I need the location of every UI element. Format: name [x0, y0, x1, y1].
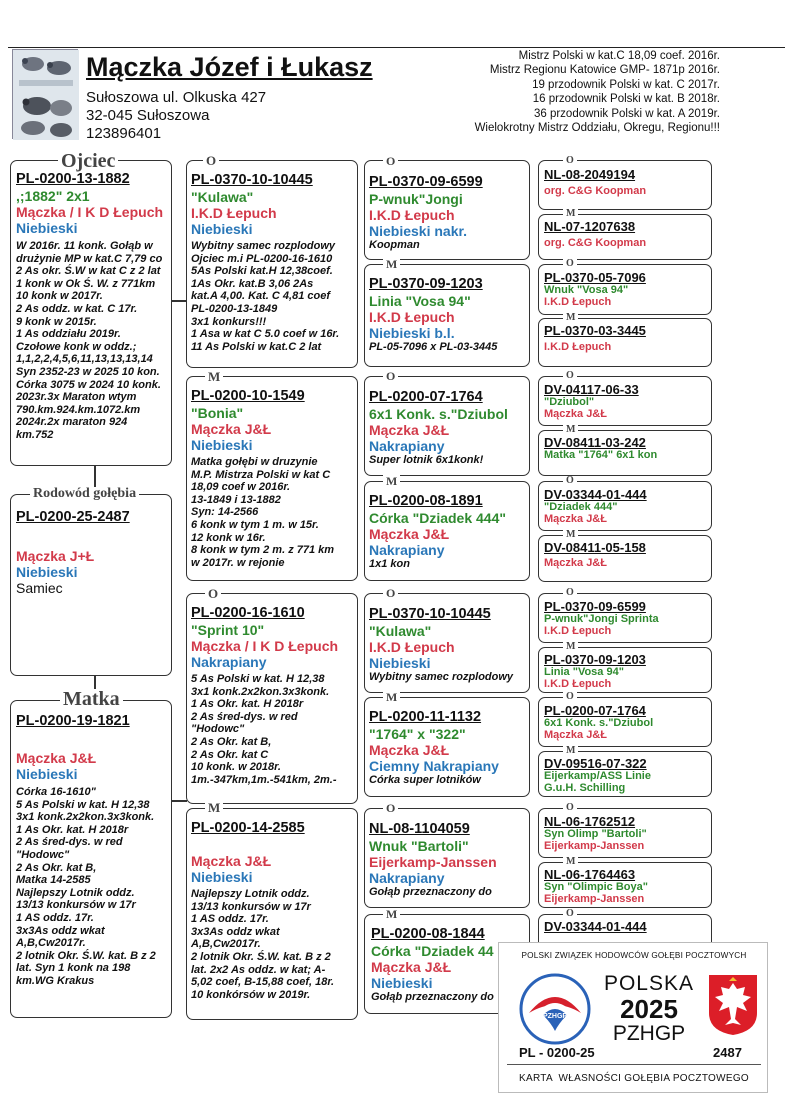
polish-eagle-icon	[707, 973, 759, 1037]
ring-number: PL-0370-05-7096	[544, 270, 646, 285]
mf-card[interactable]	[186, 593, 358, 804]
pzhgp-logo-icon	[519, 973, 591, 1045]
ring-number: PL-0200-16-1610	[191, 605, 305, 621]
note: Gołąb przeznaczony do	[371, 991, 494, 1003]
breeder-phone: 123896401	[86, 125, 162, 142]
subject-card[interactable]	[10, 494, 172, 676]
mmf-card[interactable]	[364, 808, 530, 908]
breeder-street: Sułoszowa ul. Olkuska 427	[86, 89, 267, 106]
color: Niebieski	[191, 869, 253, 885]
owner: Eijerkamp-Janssen	[544, 839, 645, 852]
owner: Mączka J&Ł	[191, 853, 272, 869]
note: Wybitny samec rozplodowy	[369, 671, 514, 683]
note: Córka super lotników	[369, 774, 481, 786]
ring-number: DV-09516-07-322	[544, 756, 647, 771]
g5-label: O	[563, 803, 577, 813]
pigeon-line: Syn "Olimpic Boya"	[544, 881, 648, 893]
ring-number: DV-03344-01-444	[544, 487, 647, 502]
mother-label: Matka	[60, 689, 123, 709]
pigeon-line: P-wnuk"Jongi Sprinta	[544, 613, 659, 625]
fmf-label: O	[383, 370, 398, 382]
g5-label: O	[563, 588, 577, 598]
owner: I.K.D Łepuch	[369, 639, 455, 655]
ring-number: PL-0200-07-1764	[544, 703, 646, 718]
ring-number: NL-08-1104059	[369, 821, 470, 837]
ring-number: PL-0370-10-10445	[191, 172, 313, 188]
sex: Samiec	[16, 580, 63, 596]
details: Najlepszy Lotnik oddz. 13/13 konkursów w 17r 1 AS oddz. 17r. 3x3As oddz wkat A,B,Cw2017r. 2 lotnik Okr. Ś.W. kat. B z 2 lat. 2x2 As oddz. w kat; A- 5,02 coef, B-15,88 coef, 18r. 10 konkórsów w 2019r.	[191, 888, 335, 1001]
ring-number: NL-08-2049194	[544, 167, 636, 182]
g5-card[interactable]	[538, 808, 712, 858]
ring-number: DV-08411-03-242	[544, 435, 646, 450]
details: Wybitny samec rozplodowy Ojciec m.i PL-0200-16-1610 5As Polski kat.H 12,38coef. 1As Okr. kat.B 3,06 2As kat.A 4,00. Kat. C 4,81 coef PL-0200-13-1849 3x1 konkurs!!! 1 Asa w kat C 5.0 coef w 16r. 11 As Polski w kat.C 2 lat	[191, 240, 340, 353]
g5-card[interactable]	[538, 535, 712, 582]
details: W 2016r. 11 konk. Gołąb w drużynie MP w kat.C 7,79 co 2 As okr. Ś.W w kat C z 2 lat 1 konk w Ok Ś. W. z 771km 10 konk w 2017r. 2 As oddz. w kat. C 17r. 9 konk w 2015r. 1 As oddziału 2019r. Czołowe konk w oddz.; 1,1,2,2,4,5,6,11,13,13,13,14 Syn 2352-23 w 2025 10 kon. Córka 3075 w 2024 10 konk. 2023r.3x Maraton wtym 790.km.924.km.1072.km 2024r.2x maraton 924 km.752	[16, 240, 163, 441]
ring-number: DV-08411-05-158	[544, 540, 646, 555]
connector-line	[171, 300, 187, 302]
ring-number: PL-0370-09-6599	[369, 174, 483, 190]
g5-label: O	[563, 156, 577, 166]
ring-number: PL-0200-19-1821	[16, 713, 130, 729]
ring-number: PL-0370-09-1203	[369, 276, 483, 292]
ring-number: PL-0200-08-1891	[369, 493, 483, 509]
card-footer: KARTA WŁASNOŚCI GOŁĘBIA POCZTOWEGO	[519, 1073, 749, 1084]
fmm-label: M	[383, 475, 400, 487]
owner: Eijerkamp-Janssen	[369, 854, 497, 870]
color: Niebieski	[371, 975, 433, 991]
ring-number: PL-0200-14-2585	[191, 820, 305, 836]
pigeon-name: Wnuk "Bartoli"	[369, 838, 469, 854]
g5-card[interactable]	[538, 647, 712, 693]
card-year: 2025	[620, 994, 678, 1024]
g5-card[interactable]	[538, 264, 712, 315]
mmm-label: M	[383, 908, 400, 920]
ring-number: PL-0200-13-1882	[16, 171, 130, 187]
pigeon-name: Córka "Dziadek 44	[371, 943, 494, 959]
pigeon-line: Syn Olimp "Bartoli"	[544, 828, 647, 840]
owner: Mączka J&Ł	[369, 526, 450, 542]
pigeon-line: Linia "Vosa 94"	[544, 666, 624, 678]
owner: Mączka J&Ł	[191, 421, 272, 437]
color: Nakrapiany	[369, 542, 445, 558]
pigeon-line: "Dziadek 444"	[544, 501, 618, 513]
ring-number: NL-06-1762512	[544, 814, 636, 829]
owner: Mączka J&Ł	[544, 512, 607, 525]
pigeon-line: Wnuk "Vosa 94"	[544, 284, 629, 296]
color: Ciemny Nakrapiany	[369, 758, 499, 774]
mff-label: O	[383, 587, 398, 599]
g5-label: O	[563, 909, 577, 919]
ring-number: DV-04117-06-33	[544, 382, 639, 397]
pigeon-name: 6x1 Konk. s."Dziubol	[369, 406, 508, 422]
g5-label: M	[563, 425, 578, 435]
ring-number: PL-0370-09-6599	[544, 599, 646, 614]
achievement: 36 przodownik Polski w kat. A 2019r.	[533, 107, 720, 120]
pigeon-name: Córka "Dziadek 444"	[369, 510, 507, 526]
g5-label: M	[563, 746, 578, 756]
pigeon-name: P-wnuk"Jongi	[369, 191, 463, 207]
note: 1x1 kon	[369, 558, 410, 570]
breeder-city: 32-045 Sułoszowa	[86, 107, 210, 124]
ownership-card	[498, 942, 768, 1093]
breeder-name: Mączka Józef i Łukasz	[86, 52, 373, 82]
card-org: PZHGP	[612, 1022, 686, 1045]
achievement: 16 przodownik Polski w kat. B 2018r.	[532, 93, 720, 106]
mfm-label: M	[383, 691, 400, 703]
details: 5 As Polski w kat. H 12,38 3x1 konk.2x2kon.3x3konk. 1 As Okr. kat. H 2018r 2 As śred-dys. w red "Hodowc" 2 As Okr. kat B, 2 As Okr. kat C 10 konk. w 2018r. 1m.-347km,1m.-541km, 2m.-	[191, 673, 337, 786]
achievement: 19 przodownik Polski w kat. C 2017r.	[532, 78, 720, 91]
pigeon-line: 6x1 Konk. s."Dziubol	[544, 717, 654, 729]
ring-number: PL-0370-09-1203	[544, 652, 646, 667]
g5-card[interactable]	[538, 481, 712, 531]
owner: Mączka J&Ł	[544, 407, 607, 420]
owner: G.u.H. Schilling	[544, 781, 626, 794]
g5-card[interactable]	[538, 862, 712, 908]
father-label: Ojciec	[58, 151, 118, 171]
color: Nakrapiany	[191, 654, 267, 670]
fm-label: M	[205, 370, 223, 383]
ring-number: PL-0200-07-1764	[369, 389, 483, 405]
g5-card[interactable]	[538, 751, 712, 797]
g5-card[interactable]	[538, 214, 712, 260]
owner: Mączka J&Ł	[369, 742, 450, 758]
g5-card[interactable]	[538, 376, 712, 426]
details: Córka 16-1610" 5 As Polski w kat. H 12,38 3x1 konk.2x2kon.3x3konk. 1 As Okr. kat. H 2018r 2 As śred-dys. w red "Hodowc" 2 As Okr. kat B, Matka 14-2585 Najlepszy Lotnik oddz. 13/13 konkursów w 17r 1 AS oddz. 17r. 3x3As oddz wkat A,B,Cw2017r. 2 lotnik Okr. Ś.W. kat. B z 2 lat. Syn 1 konk na 198 km.WG Krakus	[16, 786, 156, 987]
owner: I.K.D Łepuch	[544, 295, 612, 308]
owner: Mączka J&Ł	[544, 728, 607, 741]
pigeon-name: "Sprint 10"	[191, 622, 265, 638]
g5-label: O	[563, 259, 577, 269]
breeder-photo	[12, 49, 78, 139]
fmf-card[interactable]	[364, 376, 530, 476]
card-country: POLSKA	[603, 972, 695, 995]
owner: Mączka J&Ł	[16, 750, 97, 766]
pigeon-line: Matka "1764" 6x1 kon	[544, 449, 658, 461]
ring-number: PL-0200-08-1844	[371, 926, 485, 942]
mmf-label: O	[383, 802, 398, 814]
mm-card[interactable]	[186, 808, 358, 1020]
owner: Mączka / I K D Łepuch	[191, 638, 339, 654]
ring-number: NL-07-1207638	[544, 219, 636, 234]
achievement: Wielokrotny Mistrz Oddziału, Okregu, Regionu!!!	[474, 122, 720, 135]
ring-number: PL-0370-10-10445	[369, 606, 491, 622]
ff-card[interactable]	[186, 160, 358, 368]
color: Niebieski	[16, 220, 78, 236]
owner: Mączka / I K D Łepuch	[16, 204, 164, 220]
ff-label: O	[203, 154, 219, 167]
owner: I.K.D Łepuch	[544, 341, 612, 353]
pigeon-name: Linia "Vosa 94"	[369, 293, 471, 309]
pigeon-name: "Kulawa"	[191, 189, 254, 205]
color: Nakrapiany	[369, 438, 445, 454]
owner: Eijerkamp-Janssen	[544, 892, 645, 905]
color: Niebieski b.l.	[369, 325, 455, 341]
g5-label: O	[563, 371, 577, 381]
g5-label: M	[563, 857, 578, 867]
pigeon-name: "Bonia"	[191, 405, 244, 421]
g5-card[interactable]	[538, 160, 712, 210]
pigeon-photo-icon	[13, 50, 79, 140]
owner: I.K.D Łepuch	[369, 309, 455, 325]
father-card[interactable]	[10, 160, 172, 466]
fff-card[interactable]	[364, 160, 530, 260]
ring-number: PL-0200-11-1132	[369, 709, 482, 725]
subject-label: Rodowód gołębia	[30, 487, 139, 501]
color: Niebieski	[191, 437, 253, 453]
pigeon-name: "Kulawa"	[369, 623, 432, 639]
owner: I.K.D Łepuch	[191, 205, 277, 221]
g5-card[interactable]	[538, 697, 712, 747]
logo-text: PZHGP	[542, 1013, 568, 1020]
ring-number: PL-0200-10-1549	[191, 388, 305, 404]
owner: org. C&G Koopman	[544, 185, 647, 197]
owner: I.K.D Łepuch	[544, 677, 612, 690]
mff-card[interactable]	[364, 593, 530, 693]
mm-label: M	[205, 801, 223, 814]
pigeon-line: "Dziubol"	[544, 396, 595, 408]
g5-label: O	[563, 692, 577, 702]
card-divider	[507, 1064, 761, 1065]
connector-line	[171, 800, 187, 802]
owner: Mączka J+Ł	[16, 548, 95, 564]
ring-number: DV-03344-01-444	[544, 919, 647, 934]
g5-label: M	[563, 313, 578, 323]
owner: Mączka J&Ł	[369, 422, 450, 438]
g5-label: O	[563, 476, 577, 486]
owner: Mączka J&Ł	[371, 959, 452, 975]
achievement: Mistrz Regionu Katowice GMP- 1871p 2016r.	[489, 64, 720, 77]
g5-card[interactable]	[538, 430, 712, 476]
owner: I.K.D Łepuch	[544, 624, 612, 637]
g5-label: M	[563, 209, 578, 219]
pigeon-name: ,;1882" 2x1	[16, 188, 90, 204]
fff-label: O	[383, 155, 398, 167]
details: Matka gołębi w druzynie M.P. Mistrza Polski w kat C 18,09 coef w 2016r. 13-1849 i 13-1882 Syn: 14-2566 6 konk w tym 1 m. w 15r. 12 konk w 16r. 8 konk w tym 2 m. z 771 km w 2017r. w rejonie	[191, 456, 335, 569]
header-rule	[8, 47, 785, 48]
color: Niebieski	[16, 564, 78, 580]
fm-card[interactable]	[186, 376, 358, 581]
g5-label: M	[563, 642, 578, 652]
g5-label: M	[563, 530, 578, 540]
mother-card[interactable]	[10, 700, 172, 1018]
ring-number: PL-0200-25-2487	[16, 509, 130, 525]
note: Koopman	[369, 239, 420, 251]
note: Gołąb przeznaczony do	[369, 886, 492, 898]
owner: Mączka J&Ł	[544, 557, 607, 569]
fmm-card[interactable]	[364, 481, 530, 581]
ffm-card[interactable]	[364, 264, 530, 367]
color: Niebieski	[191, 221, 253, 237]
color: Niebieski	[369, 655, 431, 671]
note: PL-05-7096 x PL-03-3445	[369, 341, 498, 353]
card-ring-right: 2487	[713, 1045, 742, 1060]
ffm-label: M	[383, 258, 400, 270]
pigeon-line: Eijerkamp/ASS Linie	[544, 770, 651, 782]
card-ring-left: PL - 0200-25	[519, 1045, 595, 1060]
color: Niebieski	[16, 766, 78, 782]
owner: I.K.D Łepuch	[369, 207, 455, 223]
achievement: Mistrz Polski w kat.C 18,09 coef. 2016r.	[518, 50, 720, 62]
color: Niebieski nakr.	[369, 223, 468, 239]
note: Super lotnik 6x1konk!	[369, 454, 484, 466]
ring-number: PL-0370-03-3445	[544, 323, 646, 338]
achievements	[475, 49, 720, 135]
pigeon-name: "1764" x "322"	[369, 726, 466, 742]
mf-label: O	[205, 587, 221, 600]
ring-number: NL-06-1764463	[544, 867, 636, 882]
union-name: POLSKI ZWIĄZEK HODOWCÓW GOŁĘBI POCZTOWYCH	[521, 951, 747, 960]
g5-card[interactable]	[538, 593, 712, 643]
owner: org. C&G Koopman	[544, 237, 647, 249]
mfm-card[interactable]	[364, 697, 530, 797]
color: Nakrapiany	[369, 870, 445, 886]
g5-card[interactable]	[538, 318, 712, 367]
